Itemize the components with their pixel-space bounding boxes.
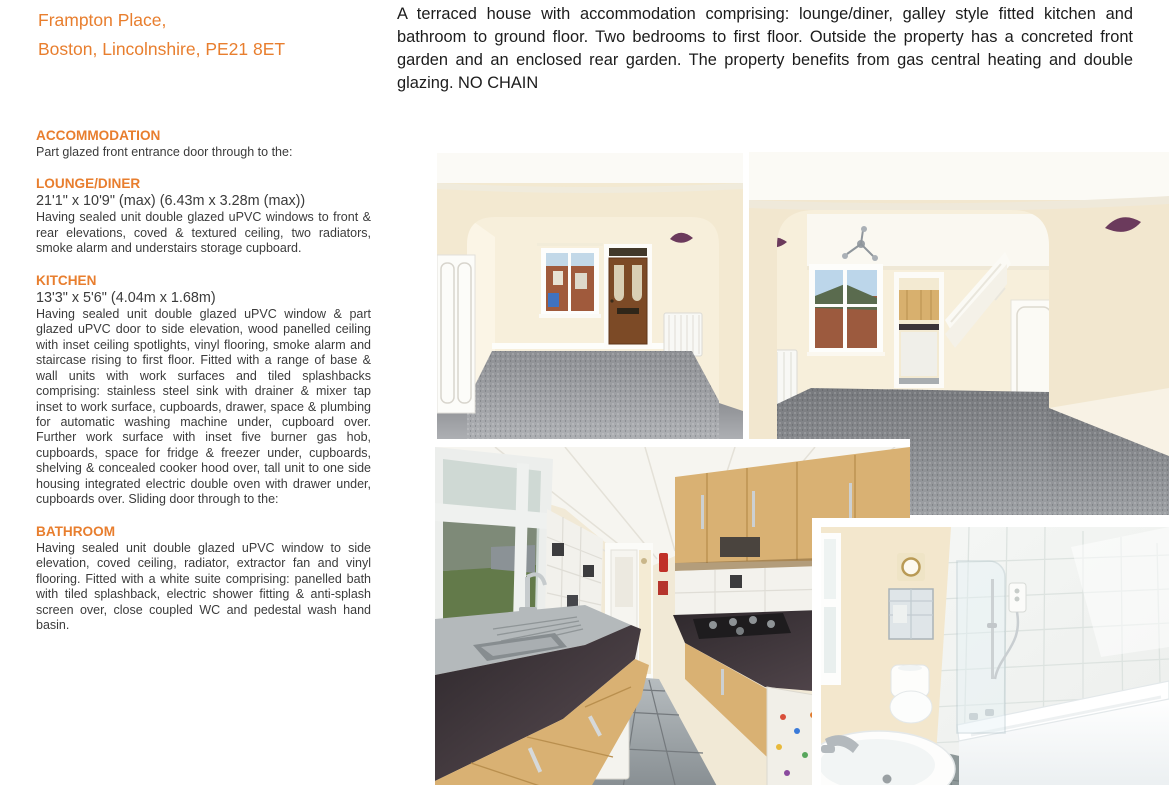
photo-bathroom <box>812 518 1169 785</box>
section-kitchen <box>36 273 371 508</box>
section-accommodation <box>36 128 371 160</box>
cabinet-handle <box>701 495 704 529</box>
black-accent-tile <box>567 595 578 607</box>
radiator <box>664 313 702 356</box>
cooker-hood <box>720 537 760 557</box>
section-lounge-diner <box>36 176 371 256</box>
black-accent-tile <box>730 575 742 588</box>
cabinet-handle <box>721 669 724 695</box>
section-title: LOUNGE/DINER <box>36 176 141 192</box>
wall-clock <box>641 558 647 564</box>
section-body: Having sealed unit double glazed uPVC window to side elevation, coved ceiling, radiator, extractor fan and vinyl flooring. Fitted with a white suite comprising: panelled bath with tiled splashback, electric shower fitting & anti-splash screen over, close coupled WC and pedestal wash hand basin. <box>36 540 371 632</box>
bathroom-illustration <box>821 527 1169 785</box>
worktop-glimpse <box>899 324 939 330</box>
fire-extinguisher <box>659 553 668 572</box>
lounge-rear-window <box>807 264 885 356</box>
close-coupled-wc <box>890 665 932 723</box>
shed <box>491 545 535 573</box>
section-title: KITCHEN <box>36 272 97 288</box>
section-body: Having sealed unit double glazed uPVC windows to front & rear elevations, coved & textured ceiling, two radiators, smoke alarm and understairs storage cupboard. <box>36 210 371 256</box>
wheelie-bin <box>548 293 559 307</box>
shower-handset <box>987 623 997 628</box>
room-dimensions: 21'1" x 10'9" (max) (6.43m x 3.28m (max)) <box>36 193 306 210</box>
ceiling <box>749 152 1169 200</box>
letterbox <box>617 308 639 314</box>
bathroom-window <box>821 533 841 685</box>
property-address <box>38 6 285 63</box>
black-accent-tile <box>552 543 564 556</box>
shower-riser-rail <box>991 579 994 679</box>
towels-on-shelf <box>893 605 907 623</box>
shower-screen <box>957 561 1005 733</box>
storage-cupboard-doors <box>437 255 475 413</box>
window-sill <box>807 352 885 356</box>
kitchen-cabinets-glimpse <box>899 290 939 320</box>
section-bathroom <box>36 524 371 634</box>
mirror-cabinet <box>889 589 933 639</box>
curtain-pole <box>537 243 603 246</box>
front-entrance-door <box>604 244 652 348</box>
section-body: Having sealed unit double glazed uPVC window & part glazed uPVC door to side elevation, wood panelled ceiling with inset ceiling spotlights, vinyl flooring, smoke alarm and staircase rising to first floor. Fitted with a range of base & wall units with work surfaces and tiled splashbacks comprising: stainless steel sink with drainer & mixer tap inset to work surface, cupboards, drawer, space & plumbing for automatic washing machine under, cupboard over. Further work surface with inset five burner gas hob, cupboards, space for fridge & freezer under, cupboards, shelving & concealed cooker hood over, tall unit to one side housing integrated electric double oven with drawer under, cupboards over. Sliding door through to the: <box>36 306 371 507</box>
lounge-front-window <box>537 243 603 318</box>
kitchen-opening <box>894 272 944 388</box>
window-sill <box>539 314 601 318</box>
address-line-2: Boston, Lincolnshire, PE21 8ET <box>38 38 286 59</box>
property-summary: A terraced house with accommodation comprising: lounge/diner, galley style fitted kitchen and bathroom to ground floor. Two bedrooms to first floor. Outside the property has a concreted front garden and an enclosed rear garden. The property benefits from gas central heating and double glazing. NO CHAIN <box>397 5 1133 92</box>
section-title: ACCOMMODATION <box>36 128 161 143</box>
cabinet-handle <box>752 491 755 527</box>
section-title: BATHROOM <box>36 523 116 539</box>
photo-lounge-front-door <box>437 153 743 440</box>
room-dimensions: 13'3" x 5'6" (4.04m x 1.68m) <box>36 289 216 306</box>
door-transom-window <box>609 248 647 256</box>
fire-blanket-box <box>658 581 668 595</box>
skirting-board <box>492 343 692 349</box>
lounge-front-door-illustration <box>437 153 743 440</box>
appliances-glimpse <box>901 332 937 376</box>
basin-plug <box>883 775 892 784</box>
accommodation-details <box>36 128 371 649</box>
door-handle <box>610 299 613 302</box>
address-line-1: Frampton Place, <box>38 10 167 30</box>
black-accent-tile <box>583 565 594 577</box>
section-body: Part glazed front entrance door through to the: <box>36 145 293 159</box>
extractor-fan <box>897 553 925 581</box>
ceiling <box>437 153 743 183</box>
glazed-door-panel <box>615 557 633 607</box>
